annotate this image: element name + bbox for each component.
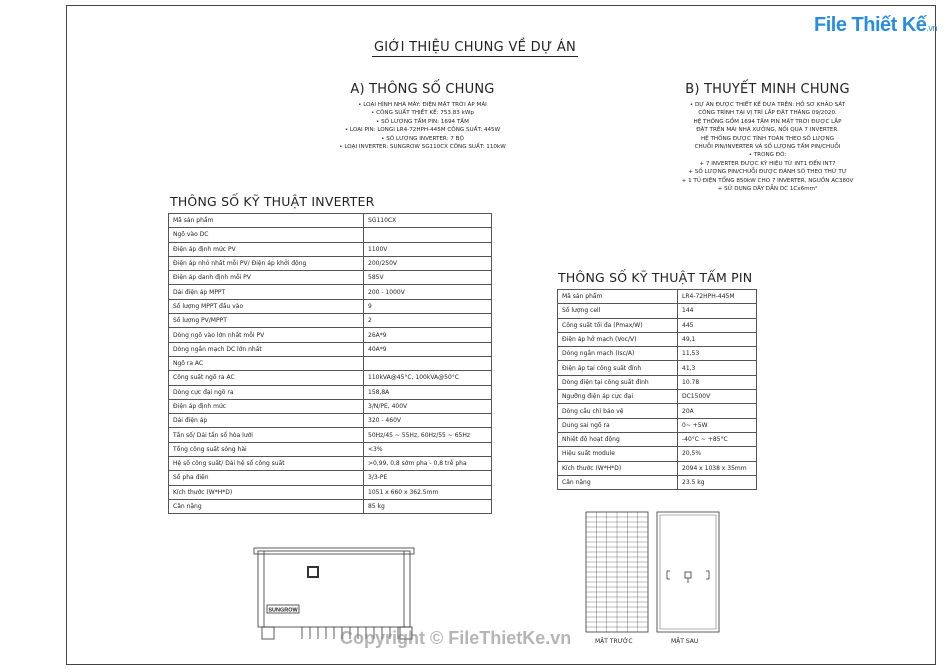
spec-row <box>169 428 492 442</box>
spec-row <box>169 342 492 356</box>
spec-row <box>558 404 757 418</box>
spec-row <box>169 242 492 256</box>
page-title: GIỚI THIỆU CHUNG VỀ DỰ ÁN <box>373 40 577 55</box>
spec-value: 2 <box>364 314 492 328</box>
spec-row <box>558 318 757 332</box>
spec-row <box>169 285 492 299</box>
section-b-line: HỆ THỐNG ĐƯỢC TÍNH TOÁN THEO SỐ LƯỢNG <box>700 135 835 142</box>
spec-value: 3/3-PE <box>364 471 492 485</box>
section-b-line: • TRONG ĐÓ: <box>748 152 787 159</box>
spec-value: 2094 x 1038 x 35mm <box>678 461 757 475</box>
spec-value: 200/250V <box>364 256 492 270</box>
spec-row <box>558 447 757 461</box>
spec-value: 41,3 <box>678 361 757 375</box>
spec-row <box>558 375 757 389</box>
section-a-line: • LOẠI PIN: LONGI LR4-72HPH-445M CÔNG SUẤT: 445W <box>344 127 501 134</box>
spec-value: 158,8A <box>364 385 492 399</box>
spec-value: 23.5 kg <box>678 475 757 489</box>
spec-value: 20,5% <box>678 447 757 461</box>
section-a-line: • SỐ LƯỢNG TẤM PIN: 1694 TẤM <box>376 118 469 125</box>
spec-label: Điện áp danh định mỗi PV <box>169 271 364 285</box>
inverter-spec-table <box>168 213 492 514</box>
spec-row <box>169 328 492 342</box>
spec-value <box>364 228 492 242</box>
spec-label: Tần số/ Dải tần số hòa lưới <box>169 428 364 442</box>
spec-label: Dải điện áp MPPT <box>169 285 364 299</box>
section-a-lines <box>250 101 595 151</box>
section-b-lines <box>635 101 900 193</box>
section-a-line: • SỐ LƯỢNG INVERTER: 7 BỘ <box>381 135 464 142</box>
spec-label: Dòng ngõ vào lớn nhất mỗi PV <box>169 328 364 342</box>
spec-label: Cân nặng <box>558 475 678 489</box>
spec-row <box>169 214 492 228</box>
spec-value: 445 <box>678 318 757 332</box>
spec-label: Số pha điện <box>169 471 364 485</box>
spec-label: Dung sai ngõ ra <box>558 418 678 432</box>
spec-label: Tổng công suất sóng hài <box>169 442 364 456</box>
spec-value: 200 - 1000V <box>364 285 492 299</box>
spec-label: Ngưỡng điện áp cực đại <box>558 390 678 404</box>
spec-label: Nhiệt độ hoạt động <box>558 432 678 446</box>
spec-value: 144 <box>678 304 757 318</box>
spec-value: 40A*9 <box>364 342 492 356</box>
inverter-brand-label: SUNGROW <box>268 607 298 614</box>
spec-value: 26A*9 <box>364 328 492 342</box>
spec-label: Dải điện áp <box>169 414 364 428</box>
spec-row <box>558 390 757 404</box>
section-a-line: • LOẠI INVERTER: SUNGROW SG110CX CÔNG SUẤT: 110kW <box>339 144 506 151</box>
spec-value <box>364 356 492 370</box>
panel-spec-table <box>557 289 757 490</box>
spec-label: Dòng cực đại ngõ ra <box>169 385 364 399</box>
spec-label: Dòng cầu chì bảo vệ <box>558 404 678 418</box>
panel-spec-title: THÔNG SỐ KỸ THUẬT TẤM PIN <box>558 270 753 285</box>
section-b-heading: B) THUYẾT MINH CHUNG <box>685 82 850 97</box>
spec-value: >0,99, 0,8 sớm pha - 0,8 trễ pha <box>364 457 492 471</box>
site-logo: File Thiết Kế.vn <box>814 14 937 36</box>
spec-row <box>169 414 492 428</box>
spec-label: Dòng điện tại công suất đỉnh <box>558 375 678 389</box>
spec-value: 9 <box>364 299 492 313</box>
spec-row <box>558 461 757 475</box>
spec-value: 3/N/PE, 400V <box>364 399 492 413</box>
section-b-line: HỆ THỐNG GỒM 1694 TẤM PIN MẶT TRỜI ĐƯỢC LẮP <box>693 118 842 125</box>
spec-row <box>169 256 492 270</box>
spec-value: 585V <box>364 271 492 285</box>
spec-label: Cân nặng <box>169 499 364 513</box>
spec-row <box>558 304 757 318</box>
section-b-line: + SỐ LƯỢNG PIN/CHUỖI ĐƯỢC ĐÁNH SỐ THEO THỨ TỰ <box>688 169 847 176</box>
spec-row <box>558 418 757 432</box>
spec-label: Kích thước (W*H*D) <box>169 485 364 499</box>
spec-row <box>169 356 492 370</box>
spec-value: 110kVA@45°C, 100kVA@50°C <box>364 371 492 385</box>
spec-row <box>558 432 757 446</box>
section-a-heading: A) THÔNG SỐ CHUNG <box>350 82 495 97</box>
spec-label: Mã sản phẩm <box>558 290 678 304</box>
spec-label: Ngõ ra AC <box>169 356 364 370</box>
spec-value: 1051 x 660 x 362.5mm <box>364 485 492 499</box>
spec-value: 50Hz/45 ~ 55Hz, 60Hz/55 ~ 65Hz <box>364 428 492 442</box>
spec-value: DC1500V <box>678 390 757 404</box>
spec-row <box>558 347 757 361</box>
spec-row <box>169 371 492 385</box>
spec-value: 0~ +5W <box>678 418 757 432</box>
spec-row <box>169 485 492 499</box>
spec-label: Dòng ngắn mạch DC lớn nhất <box>169 342 364 356</box>
spec-row <box>169 228 492 242</box>
spec-value: 320 - 460V <box>364 414 492 428</box>
spec-label: Mã sản phẩm <box>169 214 364 228</box>
spec-row <box>169 271 492 285</box>
spec-value: 20A <box>678 404 757 418</box>
spec-row <box>558 475 757 489</box>
spec-label: Ngõ vào DC <box>169 228 364 242</box>
panel-front-drawing <box>585 511 649 633</box>
panel-front-caption: MẶT TRƯỚC <box>595 638 633 645</box>
spec-row <box>169 385 492 399</box>
panel-back-caption: MẶT SAU <box>671 638 699 645</box>
spec-value: 10.78 <box>678 375 757 389</box>
spec-row <box>169 442 492 456</box>
spec-row <box>169 471 492 485</box>
section-b-line: + SỬ DỤNG DÂY DẪN DC 1Cx6mm² <box>717 186 818 193</box>
spec-label: Công suất ngõ ra AC <box>169 371 364 385</box>
spec-row <box>169 457 492 471</box>
spec-label: Số lượng PV/MPPT <box>169 314 364 328</box>
section-b-line: CHUỖI PIN/INVERTER VÀ SỐ LƯỢNG TẤM PIN/CHUỖI <box>694 144 841 151</box>
spec-value: LR4-72HPH-445M <box>678 290 757 304</box>
spec-row <box>169 499 492 513</box>
inverter-spec-title: THÔNG SỐ KỸ THUẬT INVERTER <box>170 194 375 209</box>
spec-label: Công suất tối đa (Pmax/W) <box>558 318 678 332</box>
spec-label: Điện áp hở mạch (Voc/V) <box>558 332 678 346</box>
spec-row <box>558 361 757 375</box>
spec-row <box>558 290 757 304</box>
copyright-watermark: Copyright © FileThietKe.vn <box>340 628 572 648</box>
section-b-line: + 7 INVERTER ĐƯỢC KÝ HIỆU TỪ INT1 ĐẾN INT7 <box>699 160 836 167</box>
spec-row <box>169 314 492 328</box>
section-b-line: ĐẶT TRÊN MÁI NHÀ XƯỞNG, NỐI QUA 7 INVERTER. <box>696 127 839 134</box>
spec-value: SG110CX <box>364 214 492 228</box>
spec-label: Kích thước (W*H*D) <box>558 461 678 475</box>
section-b-line: • DỰ ÁN ĐƯỢC THIẾT KẾ DỰA TRÊN: HỒ SƠ KHẢO SÁT <box>689 102 846 108</box>
spec-label: Hệ số công suất/ Dải hệ số công suất <box>169 457 364 471</box>
section-general-params <box>250 82 595 151</box>
spec-row <box>558 332 757 346</box>
section-a-line: • CÔNG SUẤT THIẾT KẾ: 753.83 kWp <box>371 110 474 117</box>
section-a-line: • LOẠI HÌNH NHÀ MÁY: ĐIỆN MẶT TRỜI ÁP MÁI <box>358 102 487 108</box>
spec-value: -40°C ~ +85°C <box>678 432 757 446</box>
spec-value: 11,53 <box>678 347 757 361</box>
spec-label: Dòng ngắn mạch (Isc/A) <box>558 347 678 361</box>
spec-value: 49,1 <box>678 332 757 346</box>
spec-label: Hiệu suất module <box>558 447 678 461</box>
section-b-line: CÔNG TRÌNH TẠI VỊ TRÍ LẮP ĐẶT THÁNG 09/2020. <box>698 110 837 117</box>
spec-label: Điện áp định mức PV <box>169 242 364 256</box>
spec-value: 1100V <box>364 242 492 256</box>
section-b-line: + 1 TỦ ĐIỆN TỔNG 850kW CHO 7 INVERTER, NGUỒN AC380V <box>681 177 854 184</box>
spec-label: Điện áp định mức <box>169 399 364 413</box>
panel-back-drawing <box>656 511 720 633</box>
section-general-description <box>635 82 900 193</box>
spec-row <box>169 299 492 313</box>
spec-row <box>169 399 492 413</box>
spec-label: Số lượng MPPT đầu vào <box>169 299 364 313</box>
spec-value: 85 kg <box>364 499 492 513</box>
spec-value: <3% <box>364 442 492 456</box>
spec-label: Điện áp tại công suất đỉnh <box>558 361 678 375</box>
spec-label: Điện áp nhỏ nhất mỗi PV/ Điện áp khởi động <box>169 256 364 270</box>
spec-label: Số lượng cell <box>558 304 678 318</box>
